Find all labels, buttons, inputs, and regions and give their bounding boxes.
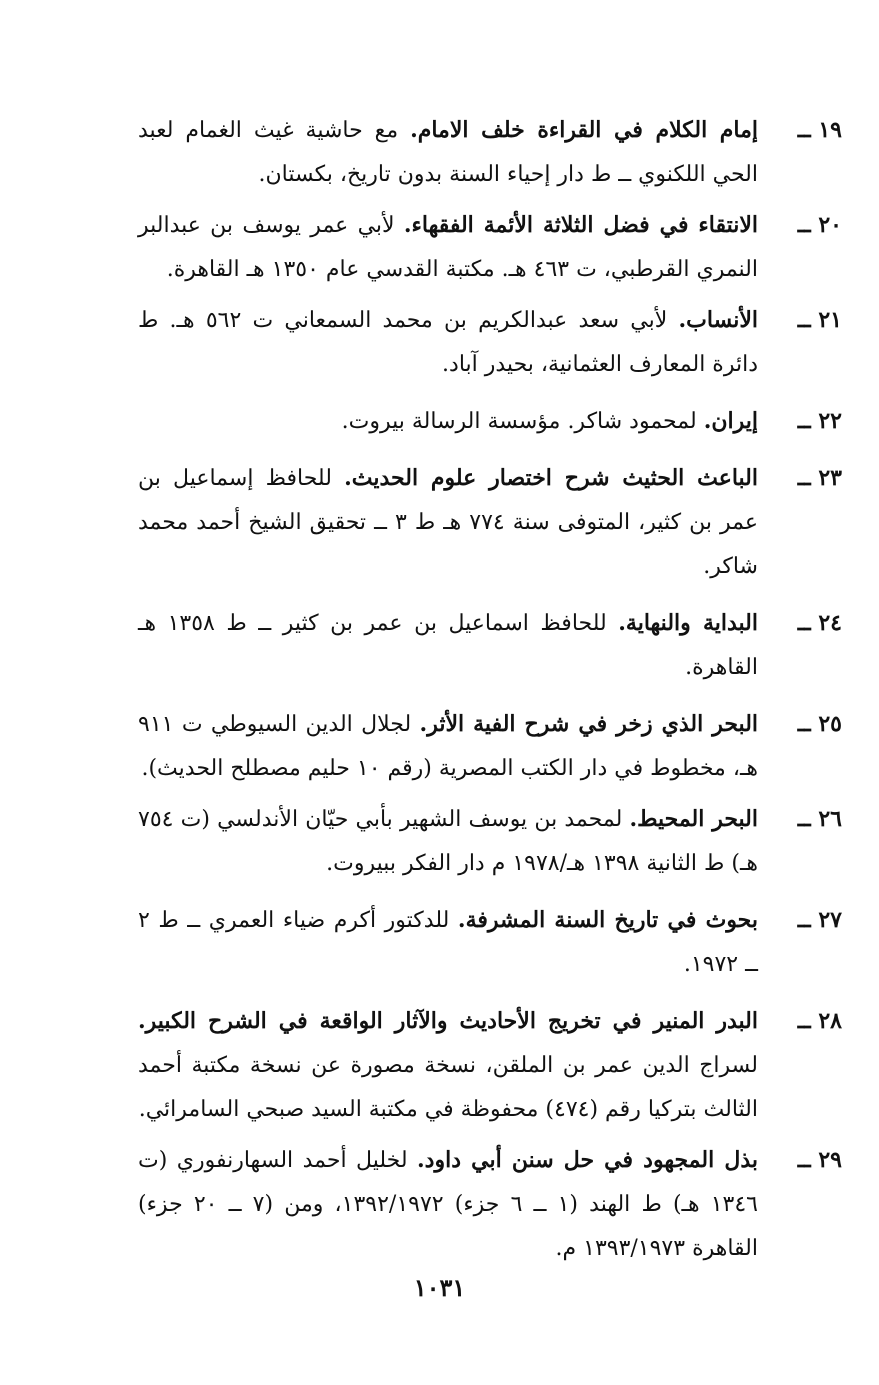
entry-body: لمحمود شاكر. مؤسسة الرسالة بيروت. bbox=[341, 409, 697, 434]
entry-body: للحافظ إسماعيل بن عمر بن كثير، المتوفى سنة ٧٧٤ هـ ط ٣ ــ تحقيق الشيخ أحمد محمد شاكر. bbox=[138, 466, 758, 579]
bibliography-entry-25 bbox=[138, 702, 842, 791]
page-number: ١٠٣١ bbox=[413, 1273, 466, 1302]
entry-body: لأبي سعد عبدالكريم بن محمد السمعاني ت ٥٦٢ هـ. ط دائرة المعارف العثمانية، بحيدر آباد. bbox=[138, 308, 758, 377]
bibliography-entry-23 bbox=[138, 456, 842, 589]
bibliography-entry-21 bbox=[138, 298, 842, 387]
entry-number: ٢٦ ــ bbox=[797, 806, 842, 832]
entry-body: مع حاشية غيث الغمام لعبد الحي اللكنوي ــ ط دار إحياء السنة بدون تاريخ، بكستان. bbox=[138, 118, 758, 187]
entry-number: ٢٧ ــ bbox=[797, 907, 842, 933]
entry-title: البحر المحيط. bbox=[629, 806, 758, 832]
entry-number: ٢٣ ــ bbox=[797, 465, 842, 491]
entry-title: بحوث في تاريخ السنة المشرفة. bbox=[457, 907, 759, 933]
bibliography-entry-29 bbox=[138, 1138, 842, 1271]
entry-number: ٢٨ ــ bbox=[797, 1008, 842, 1034]
entry-body: لجلال الدين السيوطي ت ٩١١ هـ، مخطوط في دار الكتب المصرية (رقم ١٠ حليم مصطلح الحديث). bbox=[138, 712, 758, 781]
bibliography-entry-27 bbox=[138, 898, 842, 987]
bibliography-entry-28 bbox=[138, 999, 842, 1132]
entry-body: للدكتور أكرم ضياء العمري ــ ط ٢ ــ ١٩٧٢. bbox=[138, 908, 758, 977]
bibliography-entry-26 bbox=[138, 797, 842, 886]
entry-title: البداية والنهاية. bbox=[618, 610, 759, 636]
entry-title: إمام الكلام في القراءة خلف الامام. bbox=[410, 117, 758, 143]
entry-title: البحر الذي زخر في شرح الفية الأثر. bbox=[419, 711, 759, 737]
entry-number: ٢٠ ــ bbox=[797, 212, 842, 238]
entry-number: ٢١ ــ bbox=[797, 307, 842, 333]
entry-body: للحافظ اسماعيل بن عمر بن كثير ــ ط ١٣٥٨ هـ القاهرة. bbox=[138, 611, 758, 680]
entry-title: الباعث الحثيث شرح اختصار علوم الحديث. bbox=[344, 465, 758, 491]
entry-number: ٢٥ ــ bbox=[797, 711, 842, 737]
entry-number: ١٩ ــ bbox=[797, 117, 842, 143]
entry-title: الأنساب. bbox=[678, 307, 758, 333]
bibliography-entry-19 bbox=[138, 108, 842, 197]
bibliography-entry-24 bbox=[138, 601, 842, 690]
entry-number: ٢٢ ــ bbox=[797, 408, 842, 434]
entry-number: ٢٤ ــ bbox=[797, 610, 842, 636]
entry-title: إيران. bbox=[703, 408, 758, 434]
bibliography-entry-22 bbox=[138, 399, 842, 444]
bibliography-entry-20 bbox=[138, 203, 842, 292]
entry-number: ٢٩ ــ bbox=[797, 1147, 842, 1173]
bibliography-list bbox=[138, 108, 842, 1271]
entry-body: لأبي عمر يوسف بن عبدالبر النمري القرطبي، ت ٤٦٣ هـ. مكتبة القدسي عام ١٣٥٠ هـ القاهرة. bbox=[138, 213, 758, 282]
entry-title: بذل المجهود في حل سنن أبي داود. bbox=[417, 1147, 758, 1173]
entry-body: لمحمد بن يوسف الشهير بأبي حيّان الأندلسي (ت ٧٥٤ هـ) ط الثانية ١٣٩٨ هـ/١٩٧٨ م دار الفكر ببيروت. bbox=[138, 807, 758, 876]
entry-body: لسراج الدين عمر بن الملقن، نسخة مصورة عن نسخة مكتبة أحمد الثالث بتركيا رقم (٤٧٤) محفوظة في مكتبة السيد صبحي السامرائي. bbox=[138, 1053, 758, 1122]
entry-title: الانتقاء في فضل الثلاثة الأئمة الفقهاء. bbox=[403, 212, 758, 238]
entry-body: لخليل أحمد السهارنفوري (ت ١٣٤٦ هـ) ط الهند (١ ــ ٦ جزء) ١٣٩٢/١٩٧٢، ومن (٧ ــ ٢٠ جزء) القاهرة ١٣٩٣/١٩٧٣ م. bbox=[138, 1148, 758, 1261]
entry-title: البدر المنير في تخريج الأحاديث والآثار الواقعة في الشرح الكبير. bbox=[138, 1008, 758, 1034]
